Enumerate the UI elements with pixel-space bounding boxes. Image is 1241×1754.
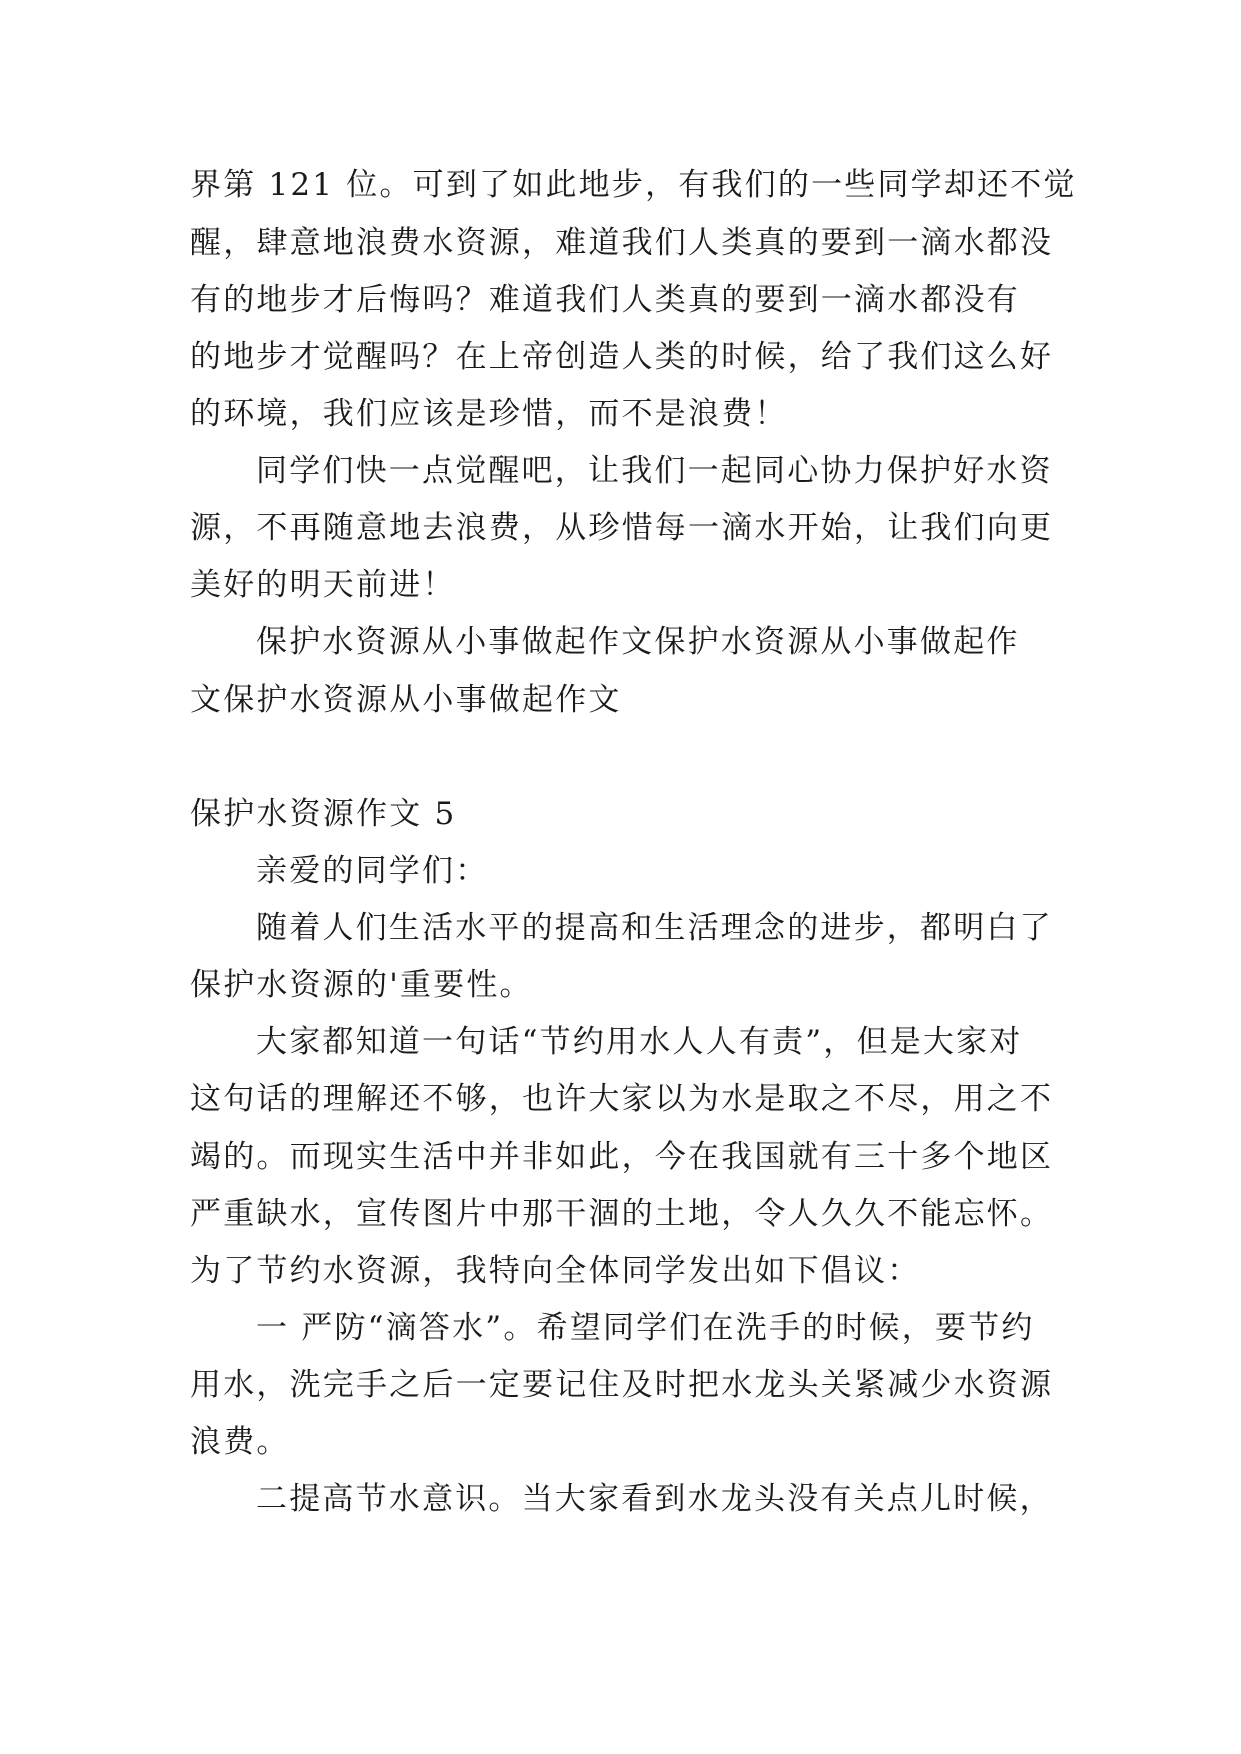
text-line: 源，不再随意地去浪费，从珍惜每一滴水开始，让我们向更	[190, 510, 1054, 546]
paragraph-start: 随着人们生活水平的提高和生活理念的进步，都明白了	[256, 910, 1053, 946]
section-heading: 保护水资源作文 5	[190, 796, 457, 832]
text-line: 严重缺水，宣传图片中那干涸的土地，令人久久不能忘怀。	[190, 1196, 1054, 1232]
salutation: 亲爱的同学们：	[256, 853, 489, 889]
paragraph-start: 二提高节水意识。当大家看到水龙头没有关点儿时候，	[256, 1481, 1053, 1517]
paragraph-start: 同学们快一点觉醒吧，让我们一起同心协力保护好水资	[256, 453, 1053, 489]
text-line: 用水，洗完手之后一定要记住及时把水龙头关紧减少水资源	[190, 1367, 1054, 1403]
paragraph-start: 一 严防“滴答水”。希望同学们在洗手的时候，要节约	[256, 1310, 1035, 1346]
text-line: 为了节约水资源，我特向全体同学发出如下倡议：	[190, 1253, 921, 1289]
text-line: 保护水资源的'重要性。	[190, 967, 533, 1003]
text-line: 醒，肆意地浪费水资源，难道我们人类真的要到一滴水都没	[190, 225, 1054, 261]
text-line: 美好的明天前进！	[190, 567, 456, 603]
text-line: 竭的。而现实生活中并非如此，今在我国就有三十多个地区	[190, 1139, 1054, 1175]
text-line: 有的地步才后悔吗？难道我们人类真的要到一滴水都没有	[190, 282, 1020, 318]
paragraph-start: 保护水资源从小事做起作文保护水资源从小事做起作	[256, 624, 1020, 660]
text-line: 这句话的理解还不够，也许大家以为水是取之不尽，用之不	[190, 1081, 1054, 1117]
text-line: 界第 121 位。可到了如此地步，有我们的一些同学却还不觉	[190, 167, 1077, 203]
paragraph-start: 大家都知道一句话“节约用水人人有责”，但是大家对	[256, 1024, 1023, 1060]
text-line: 的地步才觉醒吗？在上帝创造人类的时候，给了我们这么好	[190, 339, 1054, 375]
text-line: 的环境，我们应该是珍惜，而不是浪费！	[190, 396, 788, 432]
text-line: 浪费。	[190, 1424, 290, 1460]
text-line: 文保护水资源从小事做起作文	[190, 682, 622, 718]
